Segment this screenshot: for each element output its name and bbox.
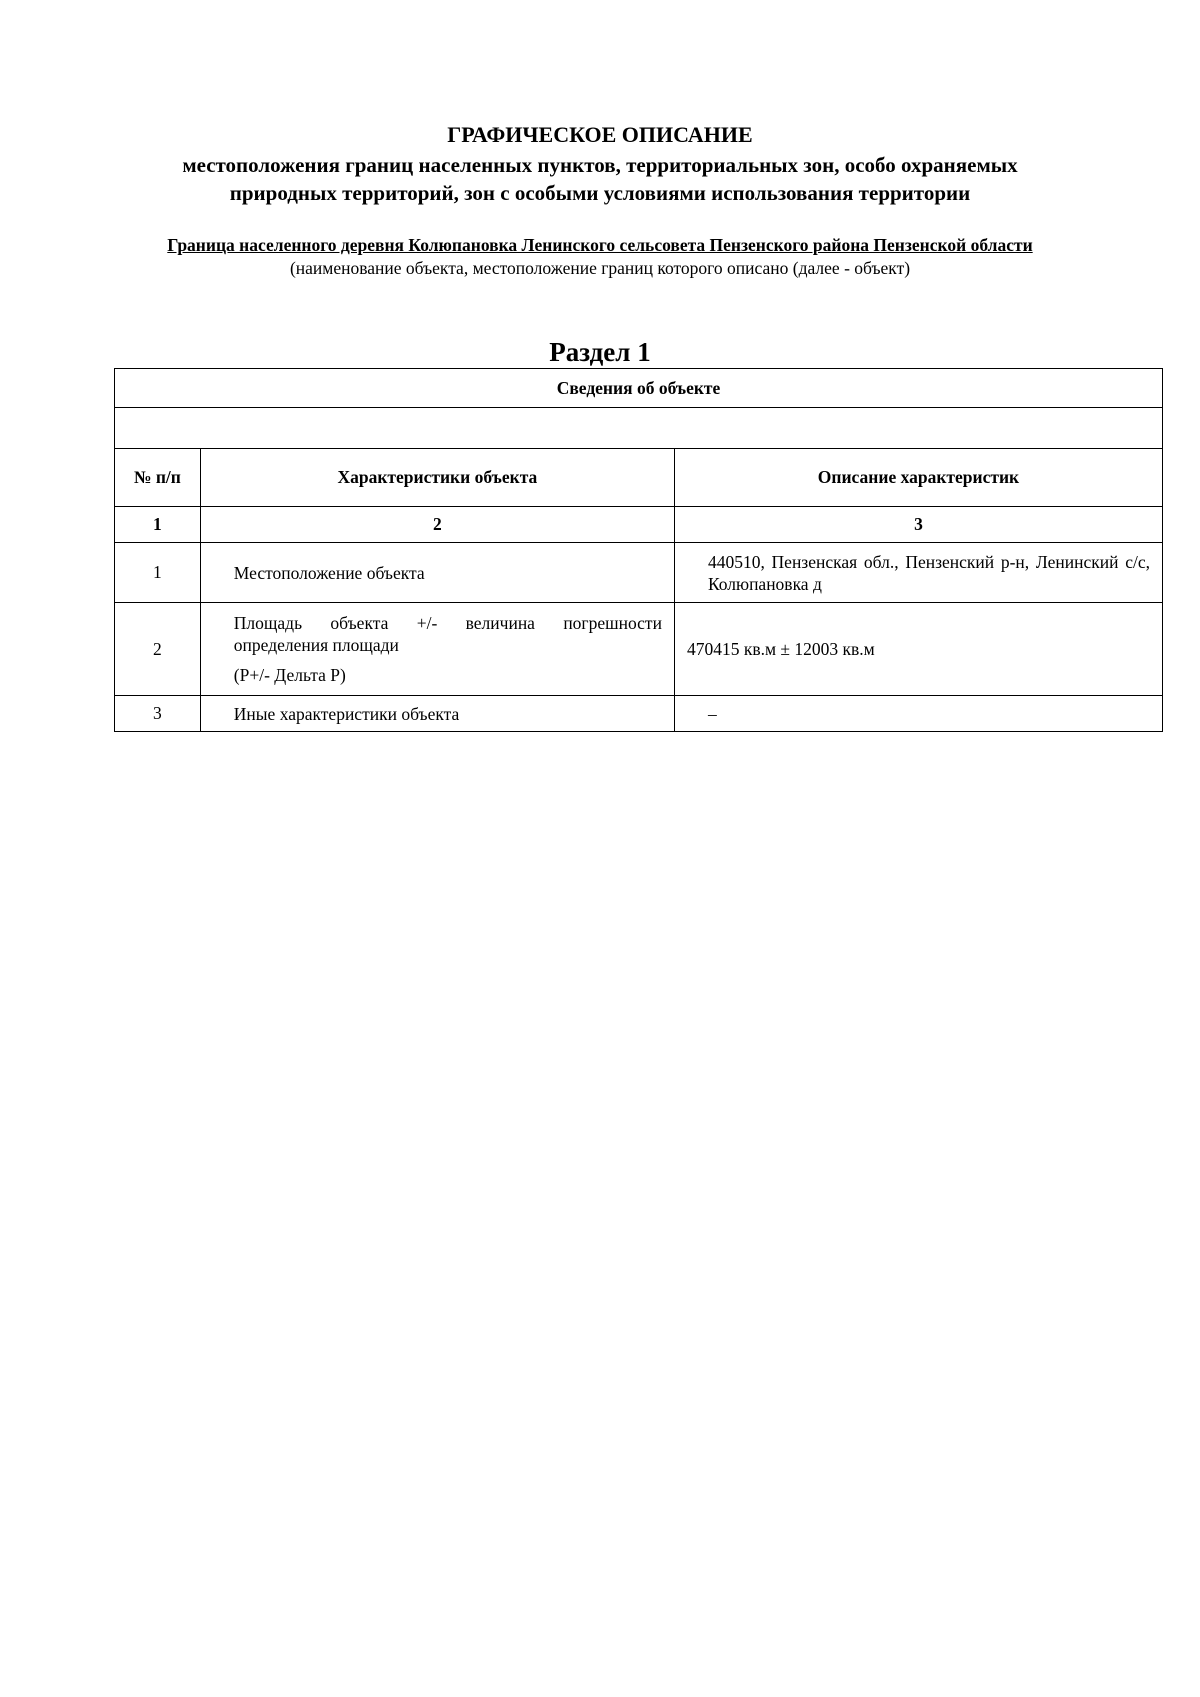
table-caption: Сведения об объекте — [115, 369, 1163, 408]
column-header-characteristic: Характеристики объекта — [200, 449, 674, 507]
table-row — [115, 696, 1163, 732]
column-number-row — [115, 507, 1163, 543]
document-subtitle-line-2: природных территорий, зон с особыми условиями использования территории — [229, 181, 971, 205]
document-title: ГРАФИЧЕСКОЕ ОПИСАНИЕ — [447, 122, 753, 147]
column-number-1: 1 — [115, 507, 201, 543]
row-number: 2 — [115, 603, 201, 696]
section-title: Раздел 1 — [549, 337, 651, 367]
object-info-table — [114, 368, 1163, 732]
row-characteristic: Местоположение объекта — [200, 543, 674, 603]
column-header-description: Описание характеристик — [674, 449, 1162, 507]
row-description: – — [674, 696, 1162, 732]
row-number: 1 — [115, 543, 201, 603]
row-characteristic-cell — [200, 603, 674, 696]
document-subtitle-line-1: местоположения границ населенных пунктов, территориальных зон, особо охраняемых — [182, 153, 1018, 177]
table-empty-row — [115, 408, 1163, 449]
column-number-2: 2 — [200, 507, 674, 543]
row-characteristic: Иные характеристики объекта — [200, 696, 674, 732]
row-characteristic-note: (Р+/- Дельта Р) — [233, 665, 346, 685]
row-characteristic: Площадь объекта +/- величина погрешности определения площади — [233, 613, 662, 655]
document-subtitle — [0, 151, 1200, 207]
object-name: Граница населенного деревня Колюпановка Ленинского сельсовета Пензенского района Пензенской области — [167, 235, 1033, 255]
table-row — [115, 603, 1163, 696]
column-number-3: 3 — [674, 507, 1162, 543]
column-header-number: № п/п — [115, 449, 201, 507]
table-header-row — [115, 449, 1163, 507]
row-description: 470415 кв.м ± 12003 кв.м — [674, 603, 1162, 696]
row-description: 440510, Пензенская обл., Пензенский р-н, Ленинский с/с, Колюпановка д — [674, 543, 1162, 603]
row-number: 3 — [115, 696, 201, 732]
object-name-note: (наименование объекта, местоположение границ которого описано (далее - объект) — [289, 258, 911, 278]
table-row — [115, 543, 1163, 603]
